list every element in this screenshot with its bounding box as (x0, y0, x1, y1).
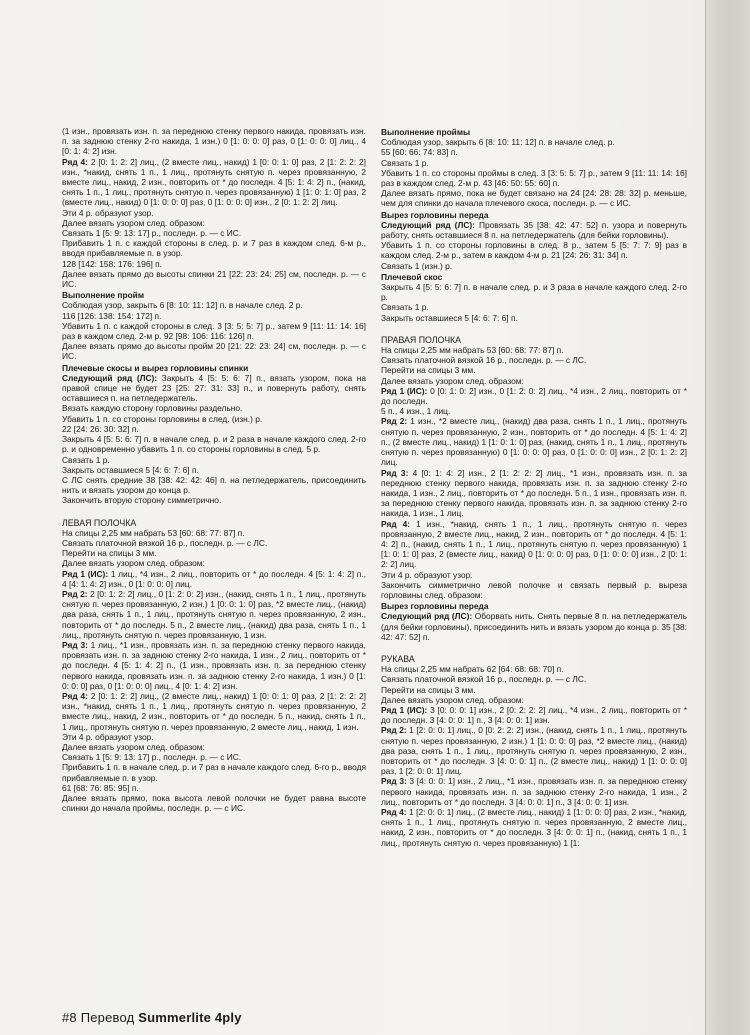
instruction-paragraph: Прибавить 1 п. с каждой стороны в след. р. и 7 раз в каждом след. 6-м р., вводя прибавляемые п. в узор. (62, 238, 366, 259)
instruction-paragraph: 61 [68: 76: 85: 95] п. (62, 782, 139, 793)
instruction-paragraph: Далее вязать прямо, пока высота левой полочки не будет равна высоте спинки до начала проймы, последн. р. — с ИС. (62, 793, 366, 814)
instruction-paragraph: Ряд 1 (ИС): 1 лиц., *4 изн., 2 лиц., повторить от * до последн. 4 [5: 1: 4: 2] п., 4 [4: 1: 4: 2] изн., 0 [1: 0: 0: 0] лиц. (62, 568, 366, 589)
instruction-paragraph: Убавить 1 п. со стороны горловины в след. 8 р., затем 5 [5: 7: 7: 9] раз в каждом след. 2-м р., затем в каждом 4-м р. 21 [24: 26: 31: 34] п. (381, 240, 687, 261)
instruction-paragraph: Ряд 4: 1 [2: 0: 0: 1] лиц., (2 вместе лиц., накид) 1 [1: 0: 0: 0] раз, 2 изн., *накид, снять 1 п., 1 лиц., протянуть снятую п. через провязанную, 2 вместе лиц., накид, 2 изн., повторить от * до последн. 3 [4: 0: 0: 1] п., (накид, снять 1 п., 1 лиц., протянуть снятую п. через провязанную) 1 [1: (381, 807, 687, 848)
instruction-paragraph: Далее вязать узором след. образом: (381, 694, 524, 705)
footer-prefix: Перевод (80, 1010, 135, 1025)
instruction-paragraph: Связать 1 р. (381, 157, 429, 168)
instruction-paragraph: Эти 4 р. образуют узор. (62, 731, 154, 742)
instruction-paragraph: На спицы 2,25 мм набрать 53 [60: 68: 77: 87] п. (381, 345, 564, 356)
instruction-paragraph: Ряд 3: 4 [0: 1: 4: 2] изн., 2 [1: 2: 2: 2] лиц., *1 изн., провязать изн. п. за переднюю стенку первого накида, провязать изн. п. за заднюю стенку 2-го накида, 1 изн., 2 лиц., повторить от * до последн. 5 п., 1 изн., провязать изн. п. за переднюю стенку первого накида, провязать изн. п. за заднюю стенку 2-го накида, 1 изн., 1 лиц. (381, 467, 687, 519)
instruction-paragraph: Перейти на спицы 3 мм. (62, 548, 157, 559)
instruction-paragraph: Далее вязать узором след. образом: (62, 741, 205, 752)
page-number: #8 (62, 1010, 77, 1025)
page-footer (62, 1010, 242, 1025)
subheading: Выполнение проймы (381, 127, 471, 137)
instruction-paragraph: Связать 1 р. (62, 454, 110, 465)
instruction-paragraph: Ряд 4: 2 [0: 1: 2: 2] лиц., (2 вместе лиц., накид) 1 [0: 0: 1: 0] раз, 2 [1: 2: 2: 2] изн., *накид, снять 1 п., 1 лиц., протянуть снятую п. через провязанную, 2 вместе лиц., накид, 2 изн., повторить от * до последн. 4 [5: 1: 4: 2] п., (накид, снять 1 п., 1 лиц., протянуть снятую п. через провязанную) 1 [1: 0: 1: 0] раз, 2 (вместе лиц., накид) 0 [1: 0: 0: 0] раз, 0 [1: 0: 0: 0] изн., 2 [0: 1: 2: 2] лиц. (62, 156, 366, 208)
instruction-paragraph: Соблюдая узор, закрыть 6 [8: 10: 11: 12] п. в начале след. 2 р. (62, 300, 303, 311)
instruction-paragraph: Далее вязать прямо до высоты пройм 20 [21: 22: 23: 24] см, последн. р. — с ИС. (62, 341, 366, 362)
instruction-paragraph: Ряд 4: 2 [0: 1: 2: 2] лиц., (2 вместе лиц., накид) 1 [0: 0: 1: 0] раз, 2 [1: 2: 2: 2] изн., *накид, снять 1 п., 1 лиц., протянуть снятую п. через провязанную, 2 вместе лиц., накид, 2 изн., повторить от * до последн. 5 п., накид, снять 1 п., 1 лиц., протянуть снятую п. через провязанную, 2 вместе лиц., накид, 1 изн. (62, 690, 366, 732)
instruction-paragraph: Закончить симметрично левой полочке и связать первый р. выреза горловины след. образом: (381, 579, 687, 600)
instruction-paragraph: Связать 1 (изн.) р. (381, 260, 453, 271)
instruction-paragraph: Следующий ряд (ЛС): Оборвать нить. Снять первые 8 п. на петледержатель (для бейки горловины), присоединить нить и вязать узором до конца р. 35 [38: 42: 47: 52] п. (381, 611, 687, 642)
instruction-paragraph: Ряд 1 (ИС): 0 [0: 1: 0: 2] изн., 0 [1: 2: 0: 2] лиц., *4 изн., 2 лиц., повторить от * до последн. (381, 385, 687, 407)
instruction-paragraph: С ЛС снять средние 38 [38: 42: 42: 46] п. на петледержатель, присоединить нить и вязать узором до конца р. (62, 474, 366, 496)
section-heading: ПРАВАЯ ПОЛОЧКА (381, 334, 462, 345)
subheading: Плечевой скос (381, 271, 443, 282)
instruction-paragraph: Далее вязать узором след. образом: (62, 217, 205, 228)
instruction-paragraph: Закрыть 4 [5: 5: 6: 7] п. в начале след. р. и 2 раза в начале каждого след. 2-го р. и одновременно убавить 1 п. со стороны горловины в след. 5 р. (62, 434, 366, 455)
instruction-paragraph: Далее вязать прямо до высоты спинки 21 [22: 23: 24: 25] см, последн. р. — с ИС. (62, 268, 366, 290)
instruction-paragraph: Следующий ряд (ЛС): Закрыть 4 [5: 5: 6: 7] п., вязать узором, пока на правой спице не будет 23 [25: 27: 31: 33] п., и повернуть работу, снять оставшиеся п. на петледержатель. (62, 372, 366, 404)
instruction-paragraph: (1 изн., провязать изн. п. за переднюю стенку первого накида, провязать изн. п. за заднюю стенку 2-го накида, 1 изн.) 0 [1: 0: 0: 0] раз, 0 [1: 0: 0: 0] лиц., 4 [0: 1: 4: 2] изн. (62, 126, 366, 157)
instruction-paragraph: Связать 1 [5: 9: 13: 17] р., последн. р. — с ИС. (62, 752, 242, 763)
instruction-paragraph: Ряд 2: 1 [2: 0: 0: 1] лиц., 0 [0: 2: 2: 2] изн., (накид, снять 1 п., 1 лиц., протянуть снятую п. через провязанную, 2 изн.) 1 [1: 0: 0: 0] раз, *2 вместе лиц., (накид) два раза, снять 1 п., 1 лиц., протянуть снятую п. через провязанную, 2 изн., повторить от * до последн. 3 [4: 0: 0: 1] п., (2 вместе лиц., накид) 1 [1: 0: 0: 0] раз, 1 [2: 0: 0: 1] лиц. (381, 725, 687, 777)
instruction-paragraph: Эти 4 р. образуют узор. (62, 207, 154, 218)
instruction-paragraph: 116 [126: 138: 154: 172] п. (62, 310, 162, 321)
instruction-paragraph: Связать платочной вязкой 16 р., последн. р. — с ЛС. (381, 355, 587, 366)
next-page-edge (705, 0, 750, 1035)
instruction-paragraph: 128 [142: 158: 176: 196] п. (62, 258, 162, 269)
instruction-paragraph: 55 [60: 66: 74: 83] п. (381, 147, 458, 158)
instruction-paragraph: Соблюдая узор, закрыть 6 [8: 10: 11: 12] п. в начале след. р. (381, 137, 615, 148)
instruction-paragraph: Закончить вторую сторону симметрично. (62, 495, 222, 506)
instruction-paragraph: Ряд 4: 1 изн., *накид, снять 1 п., 1 лиц., протянуть снятую п. через провязанную, 2 вместе лиц., накид, 2 изн., повторить от * до последн. 4 [5: 1: 4: 2] п., (накид, снять 1 п., 1 лиц., протянуть снятую п. через провязанную) 1 [1: 0: 1: 0] раз, 2 (вместе лиц., накид) 0 [1: 0: 0: 0] раз, 0 [1: 0: 0: 0] изн., 2 [0: 1: 2: 2] лиц. (381, 518, 688, 570)
instruction-paragraph: Закрыть 4 [5: 5: 6: 7] п. в начале след. р. и 3 раза в начале каждого след. 2-го р. (381, 282, 687, 303)
subheading: Выполнение пройм (62, 290, 145, 301)
instruction-paragraph: Далее вязать прямо, пока не будет связано на 24 [24: 28: 28: 32] р. меньше, чем для спинки до начала плечевого скоса, последн. р. — с ИС. (381, 188, 687, 209)
instruction-paragraph: На спицы 2,25 мм набрать 62 [64: 68: 68: 70] п. (381, 664, 564, 675)
instruction-paragraph: 5 п., 4 изн., 1 лиц. (381, 406, 451, 417)
instruction-paragraph: Перейти на спицы 3 мм. (381, 365, 476, 376)
instruction-paragraph: На спицы 2,25 мм набрать 53 [60: 68: 77: 87] п. (62, 527, 245, 538)
instruction-paragraph: Убавить 1 п. со стороны проймы в след. 3 [3: 5: 5: 7] р., затем 9 [11: 11: 14: 16] раз в каждом след. 2-м р. 43 [46: 50: 55: 60] п. (381, 167, 687, 189)
instruction-paragraph: Убавить 1 п. со стороны горловины в след. (изн.) р. (62, 413, 263, 424)
instruction-paragraph: Ряд 2: 2 [0: 1: 2: 2] лиц., 0 [1: 2: 0: 2] изн., (накид, снять 1 п., 1 лиц., протянуть снятую п. через провязанную, 2 изн.) 1 [0: 0: 1: 0] раз, *2 вместе лиц., (накид) два раза, снять 1 п., 1 лиц., протянуть снятую п. через провязанную, 2 изн., повторить от * до последн. 5 п., 2 вместе лиц., (накид) два раза, снять 1 п., 1 лиц., протянуть снятую п. через провязанную, 1 изн. (62, 588, 367, 640)
section-heading: ЛЕВАЯ ПОЛОЧКА (62, 517, 137, 528)
right-text-column (381, 126, 687, 848)
instruction-paragraph: 22 [24: 26: 30: 32] п. (62, 423, 139, 434)
instruction-paragraph: Перейти на спицы 3 мм. (381, 684, 476, 695)
instruction-paragraph: Связать платочной вязкой 16 р., последн. р. — с ЛС. (381, 674, 587, 685)
instruction-paragraph: Далее вязать узором след. образом: (381, 375, 524, 386)
left-text-column (62, 126, 366, 813)
instruction-paragraph: Связать платочной вязкой 16 р., последн. р. — с ЛС. (62, 537, 268, 548)
instruction-paragraph: Ряд 3: 3 [4: 0: 0: 1] изн., 2 лиц., *1 изн., провязать изн. п. за переднюю стенку первого накида, провязать изн. п. за заднюю стенку 2-го накида, 1 изн., 2 лиц., повторить от * до последн. 3 [4: 0: 0: 1] п., 3 [4: 0: 0: 1] изн. (381, 776, 687, 807)
instruction-paragraph: Ряд 1 (ИС): 3 [0: 0: 0: 1] изн., 2 [0: 2: 2: 2] лиц., *4 изн., 2 лиц., повторить от * до последн. 3 [4: 0: 0: 1] п., 3 [4: 0: 0: 1] изн. (381, 704, 687, 726)
instruction-paragraph: Эти 4 р. образуют узор. (381, 569, 473, 580)
instruction-paragraph: Далее вязать узором след. образом: (62, 558, 205, 569)
instruction-paragraph: Вязать каждую сторону горловины раздельно. (62, 403, 243, 414)
subheading: Вырез горловины переда (381, 209, 489, 220)
instruction-paragraph: Связать 1 [5: 9: 13: 17] р., последн. р. — с ИС. (62, 228, 242, 239)
footer-title: Summerlite 4ply (138, 1010, 242, 1025)
section-heading: РУКАВА (381, 653, 415, 664)
instruction-paragraph: Закрыть оставшиеся 5 [4: 6: 7: 6] п. (381, 312, 518, 323)
instruction-paragraph: Ряд 3: 1 лиц., *1 изн., провязать изн. п. за переднюю стенку первого накида, провязать изн. п. за заднюю стенку 2-го накида, 1 изн., 2 лиц., повторить от * до последн. 4 [5: 1: 4: 2] п., (1 изн., провязать изн. п. за переднюю стенку первого накида, провязать изн. п. за заднюю стенку 2-го накида, 1 изн.) 0 [1: 0: 0: 0] раз, 0 [1: 0: 0: 0] лиц., 4 [0: 1: 4: 2] изн. (62, 639, 367, 691)
instruction-paragraph: Закрыть оставшиеся 5 [4: 6: 7: 6] п. (62, 464, 199, 475)
subheading: Плечевые скосы и вырез горловины спинки (62, 362, 249, 373)
instruction-paragraph: Убавить 1 п. с каждой стороны в след. 3 [3: 5: 5: 7] р., затем 9 [11: 11: 14: 16] раз в каждом след. 2-м р. 92 [98: 106: 116: 126] п. (62, 320, 366, 342)
instruction-paragraph: Ряд 2: 1 изн., *2 вместе лиц., (накид) два раза, снять 1 п., 1 лиц., протянуть снятую п. через провязанную, 2 изн., повторить от * до последн. 4 [5: 1: 4: 2] п., (2 вместе лиц., накид) 1 [1: 0: 1: 0] раз, (накид, снять 1 п., 1 лиц., протянуть снятую п. через провязанную) 0 [1: 0: 0: 0] раз, 0 [1: 0: 0: 0] изн., 2 [0: 1: 2: 2] лиц. (381, 416, 687, 468)
subheading: Вырез горловины переда (381, 601, 489, 612)
instruction-paragraph: Прибавить 1 п. в начале след. р. и 7 раз в начале каждого след. 6-го р., вводя прибавляемые п. в узор. (62, 762, 366, 783)
instruction-paragraph: Связать 1 р. (381, 302, 429, 313)
instruction-paragraph: Следующий ряд (ЛС): Провязать 35 [38: 42: 47: 52] п. узора и повернуть работу, снять оставшиеся 8 п. на петледержатель (для бейки горловины). (381, 219, 687, 241)
